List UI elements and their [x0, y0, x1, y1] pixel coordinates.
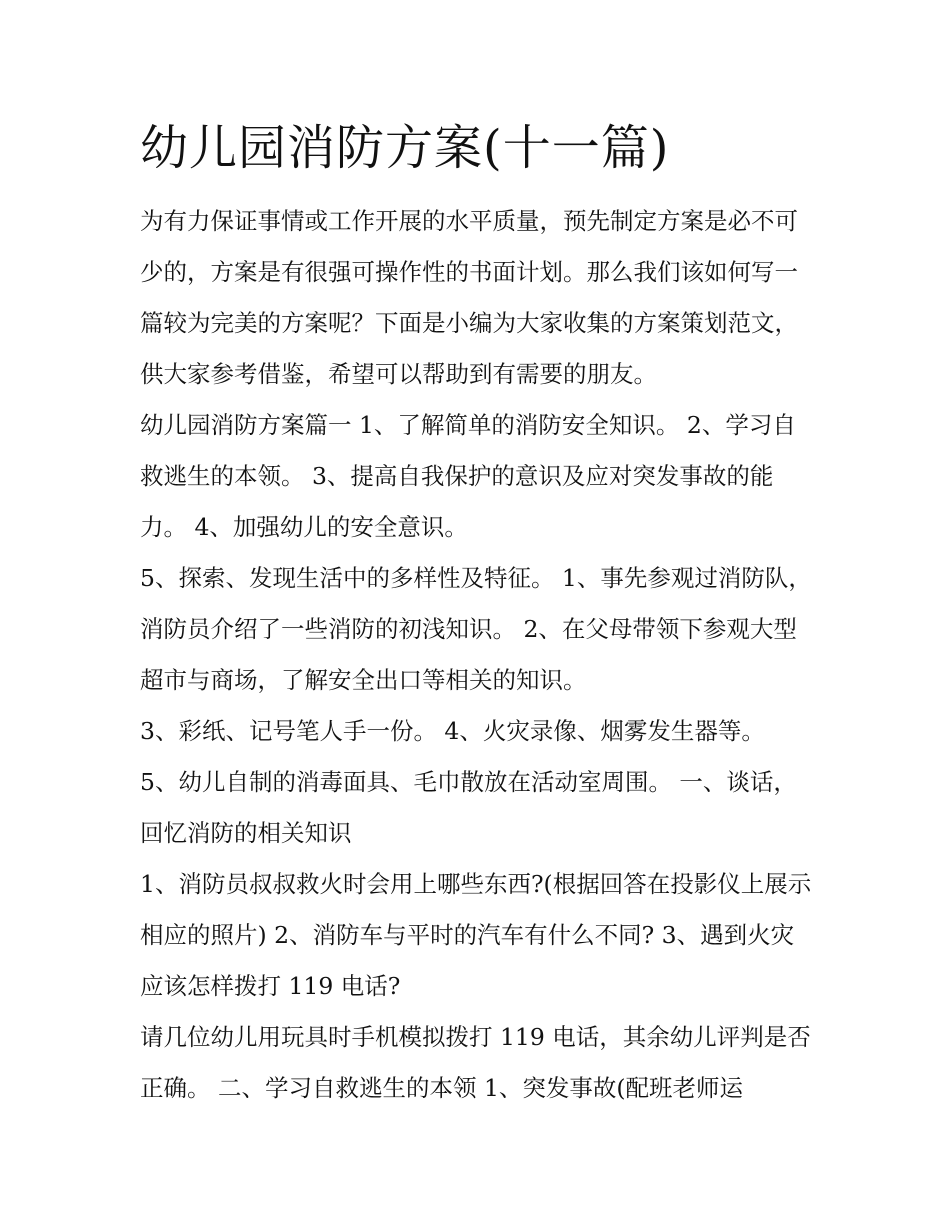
paragraph-preparation: 5、探索、发现生活中的多样性及特征。 1、事先参观过消防队，消防员介绍了一些消防的初浅知识。 2、在父母带领下参观大型超市与商场，了解安全出口等相关的知识。 — [140, 564, 812, 694]
paragraph-intro: 为有力保证事情或工作开展的水平质量，预先制定方案是必不可少的，方案是有很强可操作性的书面计划。那么我们该如何写一篇较为完美的方案呢？下面是小编为大家收集的方案策划范文，供大家参考借鉴，希望可以帮助到有需要的朋友。 — [140, 207, 798, 388]
paragraph-questions: 1、消防员叔叔救火时会用上哪些东西?(根据回答在投影仪上展示相应的照片) 2、消防车与平时的汽车有什么不同? 3、遇到火灾应该怎样拨打 119 电话? — [140, 870, 812, 1000]
paragraph-simulation: 请几位幼儿用玩具时手机模拟拨打 119 电话，其余幼儿评判是否正确。 二、学习自救逃生的本领 1、突发事故(配班老师运 — [140, 1023, 811, 1102]
paragraph-masks: 5、幼儿自制的消毒面具、毛巾散放在活动室周围。 一、谈话，回忆消防的相关知识 — [140, 768, 797, 847]
document-title: 幼儿园消防方案(十一篇) — [140, 120, 670, 176]
document-body — [140, 196, 812, 1114]
paragraph-materials: 3、彩纸、记号笔人手一份。 4、火灾录像、烟雾发生器等。 — [140, 717, 765, 745]
paragraph-objectives: 幼儿园消防方案篇一 1、了解简单的消防安全知识。 2、学习自救逃生的本领。 3、提高自我保护的意识及应对突发事故的能力。 4、加强幼儿的安全意识。 — [140, 411, 796, 541]
